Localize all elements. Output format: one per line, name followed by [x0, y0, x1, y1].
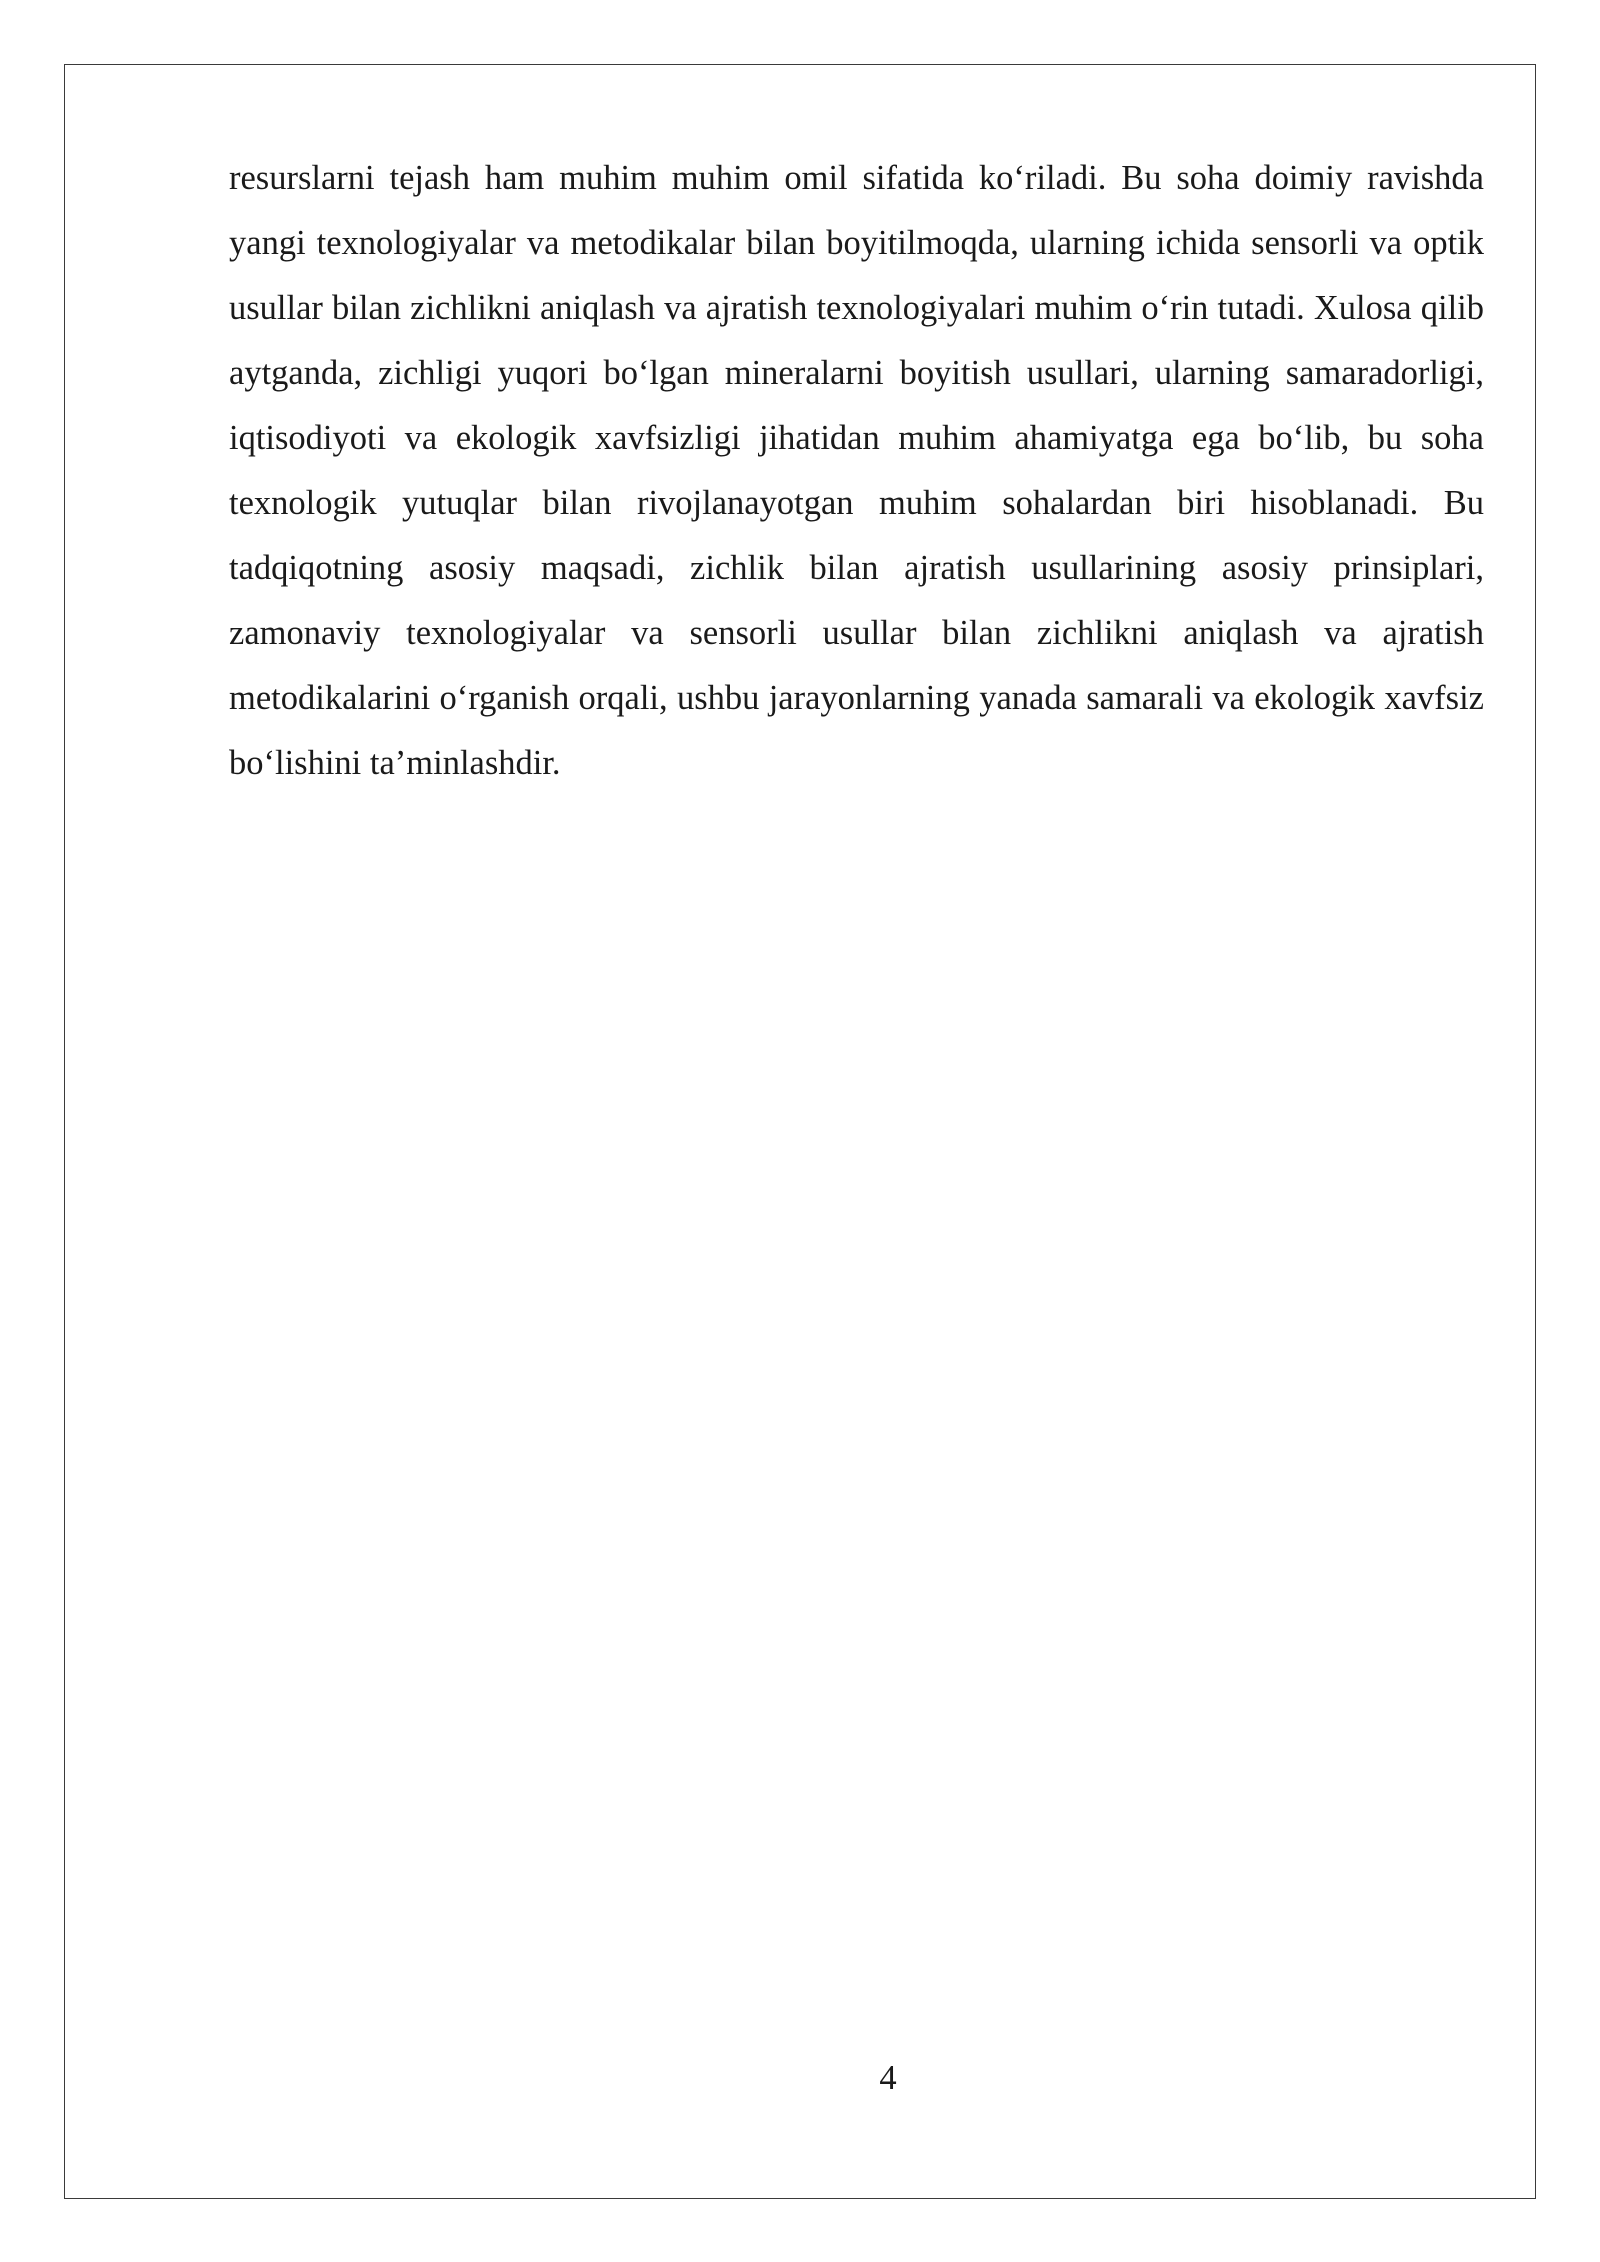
body-paragraph: resurslarni tejash ham muhim muhim omil sifatida ko‘riladi. Bu soha doimiy ravishda yangi texnologiyalar va metodikalar bilan boyitilmoqda, ularning ichida sensorli va optik usullar bilan zichlikni aniqlash va ajratish texnologiyalari muhim o‘rin tutadi. Xulosa qilib aytganda, zichligi yuqori bo‘lgan mineralarni boyitish usullari, ularning samaradorligi, iqtisodiyoti va ekologik xavfsizligi jihatidan muhim ahamiyatga ega bo‘lib, bu soha texnologik yutuqlar bilan rivojlanayotgan muhim sohalardan biri hisoblanadi. Bu tadqiqotning asosiy maqsadi, zichlik bilan ajratish usullarining asosiy prinsiplari, zamonaviy texnologiyalar va sensorli usullar bilan zichlikni aniqlash va ajratish metodikalarini o‘rganish orqali, ushbu jarayonlarning yanada samarali va ekologik xavfsiz bo‘lishini ta’minlashdir.: [229, 159, 1484, 782]
page-number: 4: [879, 2059, 897, 2097]
